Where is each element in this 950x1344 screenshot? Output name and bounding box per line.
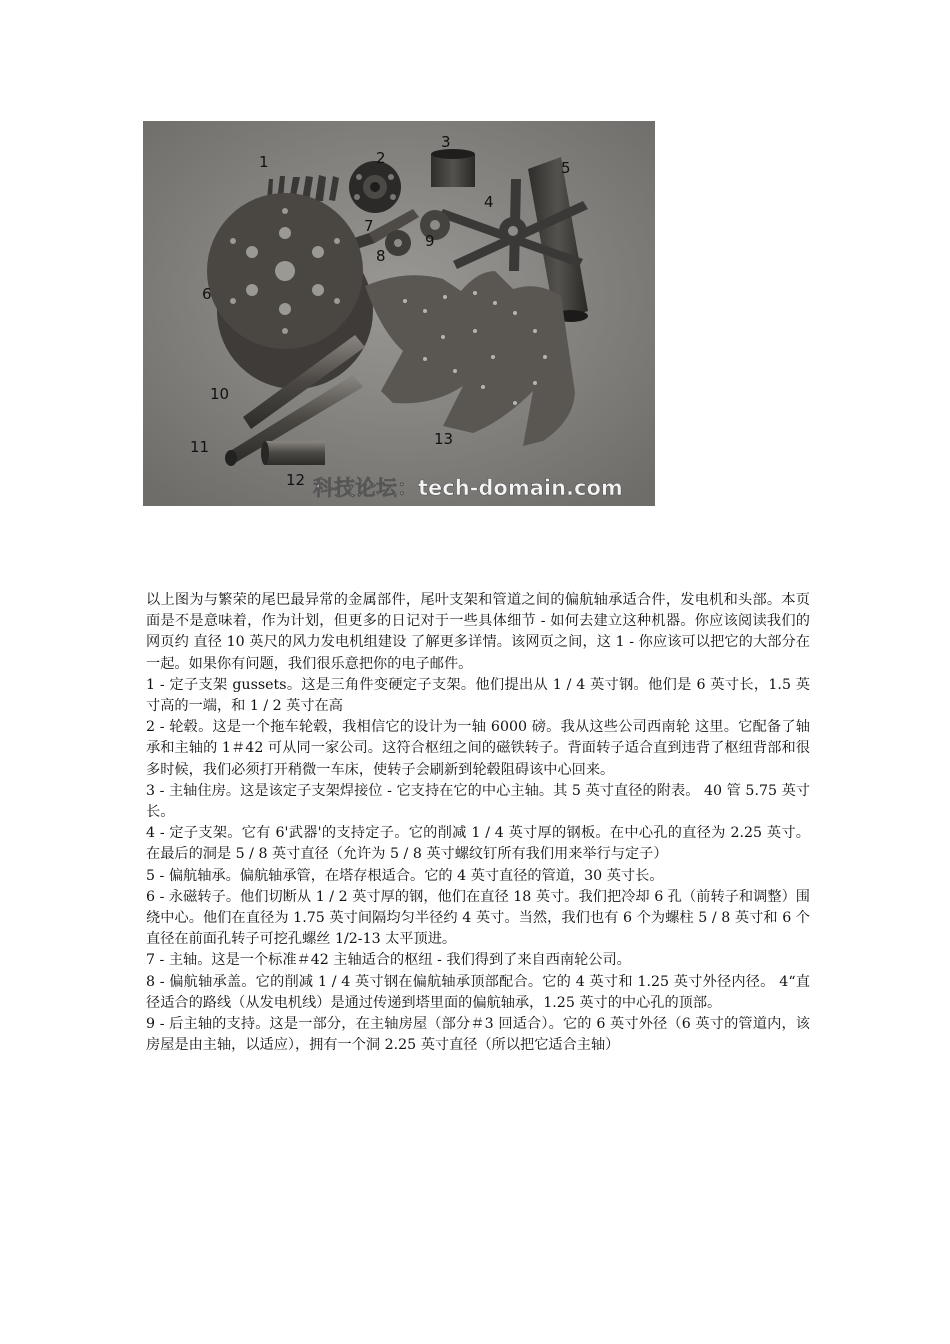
label-7: 7 — [364, 217, 374, 235]
short-tube-part — [261, 441, 325, 465]
item-2-paragraph: 2 - 轮毂。这是一个拖车轮毂，我相信它的设计为一轴 6000 磅。我从这些公司西南轮 这里。它配备了轴承和主轴的 1＃42 可从同一家公司。这符合枢纽之间的磁铁转子。背面转子适合直到违背了枢纽背部和很多时候，我们必须打开稍微一车床，使转子会刷新到轮毂阻碍该中心回来。 — [146, 719, 810, 778]
label-5: 5 — [561, 159, 571, 177]
label-11: 11 — [190, 438, 210, 456]
item-9-paragraph: 9 - 后主轴的支持。这是一部分，在主轴房屋（部分＃3 回适合）。它的 6 英寸外径（6 英寸的管道内，该房屋是由主轴，以适应），拥有一个洞 2.25 英寸直径（所以把它适合主轴） — [146, 1016, 810, 1054]
label-8: 8 — [376, 247, 386, 265]
watermark: 科技论坛：tech-domain.com — [313, 476, 623, 500]
label-10: 10 — [210, 385, 230, 403]
label-2: 2 — [376, 149, 386, 167]
article-body — [146, 590, 810, 1056]
item-7-paragraph: 7 - 主轴。这是一个标准＃42 主轴适合的枢纽 - 我们得到了来自西南轮公司。 — [146, 952, 631, 969]
label-12: 12 — [286, 471, 306, 489]
label-13: 13 — [434, 430, 454, 448]
spindle-housing-part — [431, 149, 475, 187]
label-1: 1 — [259, 153, 269, 171]
item-4-paragraph: 4 - 定子支架。它有 6'武器'的支持定子。它的削减 1 / 4 英寸厚的钢板。在中心孔的直径为 2.25 英寸。在最后的洞是 5 / 8 英寸直径（允许为 5 / 8 英寸螺纹钉所有我们用来举行与定子） — [146, 825, 810, 863]
label-9: 9 — [425, 232, 435, 250]
item-6-paragraph: 6 - 永磁转子。他们切断从 1 / 2 英寸厚的钢，他们在直径 18 英寸。我们把冷却 6 孔（前转子和调整）围绕中心。他们在直径为 1.75 英寸间隔均匀半径约 4 英寸。当然，我们也有 6 个为螺柱 5 / 8 英寸和 6 个直径在前面孔转子可挖孔螺丝 1/2-13 太平顶进。 — [146, 888, 810, 948]
label-6: 6 — [202, 285, 212, 303]
hub-part — [349, 161, 401, 213]
item-5-paragraph: 5 - 偏航轴承。偏航轴承管，在塔存根适合。它的 4 英寸直径的管道，30 英寸长。 — [146, 867, 664, 884]
intro-paragraph: 以上图为与繁荣的尾巴最异常的金属部件，尾叶支架和管道之间的偏航轴承适合件，发电机和头部。本页面是不是意味着，作为计划，但更多的日记对于一些具体细节 - 如何去建立这种机器。你应该阅读我们的网页约 直径 10 英尺的风力发电机组建设 了解更多详情。该网页之间，这 1 - 你应该可以把它的大部分在一起。如果你有问题，我们很乐意把你的电子邮件。 — [146, 592, 810, 672]
item-8-paragraph: 8 - 偏航轴承盖。它的削减 1 / 4 英寸钢在偏航轴承顶部配合。它的 4 英寸和 1.25 英寸外径内径。 4“直径适合的路线（从发电机线）是通过传递到塔里面的偏航轴承，1.25 英寸的中心孔的顶部。 — [146, 973, 810, 1011]
label-3: 3 — [441, 133, 451, 151]
item-1-paragraph: 1 - 定子支架 gussets。这是三角件变硬定子支架。他们提出从 1 / 4 英寸钢。他们是 6 英寸长，1.5 英寸高的一端，和 1 / 2 英寸在高 — [146, 676, 810, 715]
parts-photo — [143, 121, 655, 506]
item-3-paragraph: 3 - 主轴住房。这是该定子支架焊接位 - 它支持在它的中心主轴。其 5 英寸直径的附表。 40 管 5.75 英寸长。 — [146, 782, 810, 821]
label-4: 4 — [484, 193, 494, 211]
